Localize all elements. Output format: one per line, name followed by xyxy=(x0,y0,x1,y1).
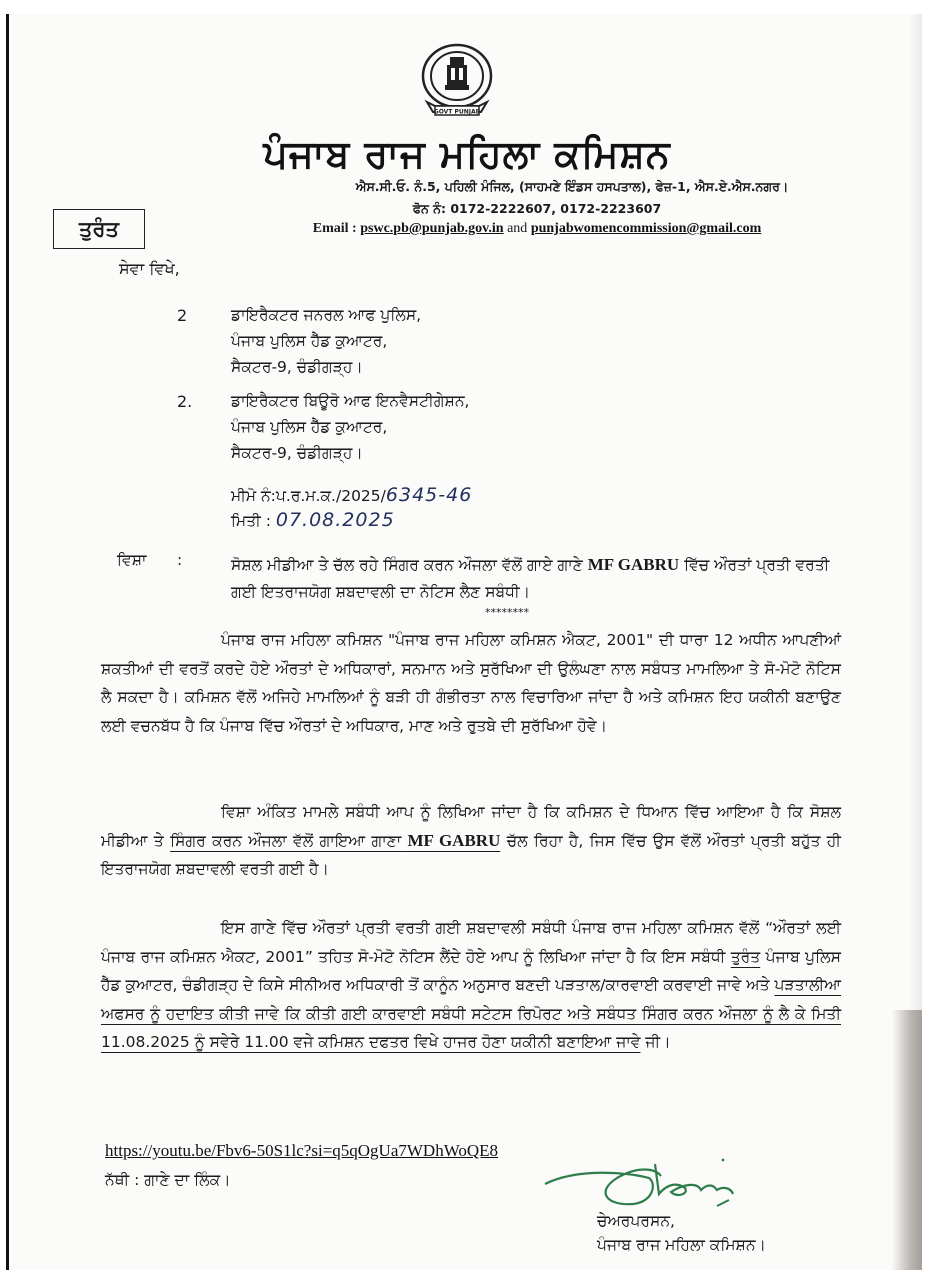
date-label: ਮਿਤੀ : xyxy=(231,512,271,530)
state-emblem-seal-icon xyxy=(417,40,497,126)
email-label: Email : xyxy=(312,221,357,236)
page-shadow xyxy=(892,1010,922,1270)
salutation: ਸੇਵਾ ਵਿਖੇ, xyxy=(119,259,180,278)
recipient-number: 2. xyxy=(177,392,193,411)
paragraph-text: ਪੰਜਾਬ ਰਾਜ ਮਹਿਲਾ ਕਮਿਸ਼ਨ "ਪੰਜਾਬ ਰਾਜ ਮਹਿਲਾ ਕਮਿਸ਼ਨ ਐਕਟ, 2001" ਦੀ ਧਾਰਾ 12 ਅਧੀਨ ਆਪਣੀਆਂ ਸ਼ਕਤੀਆਂ ਦੀ ਵਰਤੋਂ ਕਰਦੇ ਹੋਏ ਔਰਤਾਂ ਦੇ ਅਧਿਕਾਰਾਂ, ਸਨਮਾਨ ਅਤੇ ਸੁਰੱਖਿਆ ਦੀ ਉਲੰਘਣਾ ਨਾਲ ਸਬੰਧਤ ਮਾਮਲਿਆ ਤੇ ਸੋ-ਮੋਟੋ ਨੋਟਿਸ ਲੈ ਸਕਦਾ ਹੈ। ਕਮਿਸ਼ਨ ਵੱਲੋਂ ਅਜਿਹੇ ਮਾਮਲਿਆਂ ਨੂੰ ਬੜੀ ਹੀ ਗੰਭੀਰਤਾ ਨਾਲ ਵਿਚਾਰਿਆ ਜਾਂਦਾ ਹੈ ਅਤੇ ਕਮਿਸ਼ਨ ਇਹ ਯਕੀਨੀ ਬਣਾਉਣ ਲਈ ਵਚਨਬੱਧ ਹੈ ਕਿ ਪੰਜਾਬ ਵਿੱਚ ਔਰਤਾਂ ਦੇ ਅਧਿਕਾਰ, ਮਾਣ ਅਤੇ ਰੁਤਬੇ ਦੀ ਸੁਰੱਖਿਆ ਹੋਵੇ। xyxy=(101,631,841,735)
signatory-organization: ਪੰਜਾਬ ਰਾਜ ਮਹਿਲਾ ਕਮਿਸ਼ਨ। xyxy=(597,1236,767,1254)
emblem-text: GOVT PUNJAB xyxy=(433,108,481,116)
urgent-word: ਤੁਰੰਤ xyxy=(730,947,761,966)
subject-label: ਵਿਸ਼ਾ xyxy=(117,551,147,569)
email-link-1[interactable]: pswc.pb@punjab.gov.in xyxy=(360,221,504,236)
singer-reference: ਸਿੰਗਰ ਕਰਨ ਔਜਲਾ ਵੱਲੋਂ ਗਾਇਆ ਗਾਣਾ xyxy=(170,831,402,850)
memo-date xyxy=(231,509,395,531)
paragraph-text: ਵਿਸ਼ਾ ਅੰਕਿਤ ਮਾਮਲੇ ਸਬੰਧੀ ਆਪ ਨੂੰ ਲਿਖਿਆ ਜਾਂਦਾ ਹੈ ਕਿ ਕਮਿਸ਼ਨ ਦੇ ਧਿਆਨ ਵਿੱਚ ਆਇਆ ਹੈ ਕਿ ਸੋਸ਼ਲ ਮੀਡੀਆ ਤੇ xyxy=(101,803,841,850)
recipient-line: ਡਾਇਰੈਕਟਰ ਜਨਰਲ ਆਫ ਪੁਲਿਸ, xyxy=(231,306,422,324)
recipient-line: ਪੰਜਾਬ ਪੁਲਿਸ ਹੈੱਡ ਕੁਆਟਰ, xyxy=(231,332,388,350)
phone-numbers: ਫੋਨ ਨੰ: 0172-2222607, 0172-2223607 xyxy=(412,201,662,216)
paragraph-text: ਪੰਜਾਬ ਪੁਲਿਸ ਹੈੱਡ ਕੁਆਟਰ, ਚੰਡੀਗੜ੍ਹ ਦੇ ਕਿਸੇ ਸੀਨੀਅਰ ਅਧਿਕਾਰੀ ਤੋਂ ਕਾਨੂੰਨ ਅਨੁਸਾਰ ਬਣਦੀ ਪੜਤਾਲ/ਕਾਰਵਾਈ ਕਰਵਾਈ ਜਾਵੇ ਅਤੇ xyxy=(101,947,841,994)
recipient-line: ਪੰਜਾਬ ਪੁਲਿਸ ਹੈੱਡ ਕੁਆਟਰ, xyxy=(231,418,388,436)
body-paragraph-2 xyxy=(101,798,841,884)
recipient-line: ਸੈਕਟਰ-9, ਚੰਡੀਗੜ੍ਹ। xyxy=(231,358,363,376)
recipient-address xyxy=(231,302,421,380)
subject-text-start: ਸੋਸ਼ਲ ਮੀਡੀਆ ਤੇ ਚੱਲ ਰਹੇ ਸਿੰਗਰ ਕਰਨ ਔਜਲਾ ਵੱਲੋਂ ਗਾਏ ਗਾਣੇ xyxy=(231,556,583,574)
song-title: MF GABRU xyxy=(587,555,680,574)
organization-name: ਪੰਜਾਬ ਰਾਜ ਮਹਿਲਾ ਕਮਿਸ਼ਨ xyxy=(263,132,671,176)
email-link-2[interactable]: punjabwomencommission@gmail.com xyxy=(530,221,762,236)
recipient-line: ਡਾਇਰੈਕਟਰ ਬਿਊਰੋ ਆਫ ਇਨਵੈਸਟੀਗੇਸ਼ਨ, xyxy=(231,392,470,410)
handwritten-date: 07.08.2025 xyxy=(275,509,395,531)
separator: ******** xyxy=(485,606,529,619)
subject-colon: : xyxy=(177,551,183,569)
subject-text xyxy=(231,551,851,606)
email-joiner: and xyxy=(507,221,528,236)
attachment-note: ਨੱਥੀ : ਗਾਣੇ ਦਾ ਲਿੰਕ। xyxy=(105,1171,231,1189)
signatory-block xyxy=(597,1209,766,1257)
letter-page xyxy=(6,14,922,1270)
subject-text-end: ਵਿੱਚ ਔਰਤਾਂ ਪ੍ਰਤੀ ਵਰਤੀ ਗਈ ਇਤਰਾਜਯੋਗ ਸ਼ਬਦਾਵਲੀ ਦਾ ਨੋਟਿਸ ਲੈਣ ਸਬੰਧੀ। xyxy=(231,556,830,601)
paragraph-text: ਚੱਲ ਰਿਹਾ ਹੈ, ਜਿਸ ਵਿੱਚ ਉਸ ਵੱਲੋਂ ਔਰਤਾਂ ਪ੍ਰਤੀ ਬਹੁੱਤ ਹੀ ਇਤਰਾਜਯੋਗ ਸ਼ਬਦਾਵਲੀ ਵਰਤੀ ਗਈ ਹੈ। xyxy=(101,831,841,878)
memo-label: ਮੀਮੋ ਨੰ:ਪ.ਰ.ਮ.ਕ./2025/ xyxy=(231,487,386,505)
recipient-address xyxy=(231,388,469,466)
song-title: MF GABRU xyxy=(407,830,501,850)
memo-handwritten-number: 6345-46 xyxy=(385,484,473,506)
song-link[interactable]: https://youtu.be/Fbv6-50S1lc?si=q5qOgUa7WDhWoQE8 xyxy=(105,1141,499,1160)
paragraph-text: ਜੀ। xyxy=(645,1033,671,1051)
body-paragraph-1 xyxy=(101,626,841,740)
urgent-badge: ਤੁਰੰਤ xyxy=(53,209,145,249)
recipient-line: ਸੈਕਟਰ-9, ਚੰਡੀਗੜ੍ਹ। xyxy=(231,444,363,462)
recipient-number: 2 xyxy=(177,306,188,325)
underlined-text xyxy=(170,832,500,850)
paragraph-text: ਇਸ ਗਾਣੇ ਵਿੱਚ ਔਰਤਾਂ ਪ੍ਰਤੀ ਵਰਤੀ ਗਈ ਸ਼ਬਦਾਵਲੀ ਸਬੰਧੀ ਪੰਜਾਬ ਰਾਜ ਮਹਿਲਾ ਕਮਿਸ਼ਨ ਵੱਲੋਂ “ਔਰਤਾਂ ਲਈ ਪੰਜਾਬ ਰਾਜ ਕਮਿਸ਼ਨ ਐਕਟ, 2001” ਤਹਿਤ ਸੋ-ਮੋਟੋ ਨੋਟਿਸ ਲੈਂਦੇ ਹੋਏ ਆਪ ਨੂੰ ਲਿਖਿਆ ਜਾਂਦਾ ਹੈ ਕਿ ਇਸ ਸਬੰਧੀ xyxy=(101,919,841,966)
underlined-instruction: ਪੜਤਾਲੀਆ ਅਫਸਰ ਨੂੰ ਹਦਾਇਤ ਕੀਤੀ ਜਾਵੇ ਕਿ ਕੀਤੀ ਗਈ ਕਾਰਵਾਈ ਸਬੰਧੀ ਸਟੇਟਸ ਰਿਪੋਰਟ ਅਤੇ ਸਬੰਧਤ ਸਿੰਗਰ ਕਰਨ ਔਜਲਾ ਨੂੰ ਲੈ ਕੇ ਮਿਤੀ 11.08.2025 ਨੂੰ ਸਵੇਰੇ 11.00 ਵਜੇ ਕਮਿਸ਼ਨ ਦਫਤਰ ਵਿਖੇ ਹਾਜਰ ਹੋਣਾ ਯਕੀਨੀ ਬਣਾਇਆ ਜਾਵੇ xyxy=(101,976,841,1051)
body-paragraph-3 xyxy=(101,914,841,1057)
memo-number xyxy=(231,484,472,506)
email-line xyxy=(9,221,922,237)
designation: ਚੇਅਰਪਰਸਨ, xyxy=(597,1212,675,1230)
office-address: ਐਸ.ਸੀ.ਓ. ਨੰ.5, ਪਹਿਲੀ ਮੰਜਿਲ, (ਸਾਹਮਣੇ ਇੰਡਸ ਹਸਪਤਾਲ), ਫੇਜ਼-1, ਐਸ.ਏ.ਐਸ.ਨਗਰ। xyxy=(355,179,789,194)
